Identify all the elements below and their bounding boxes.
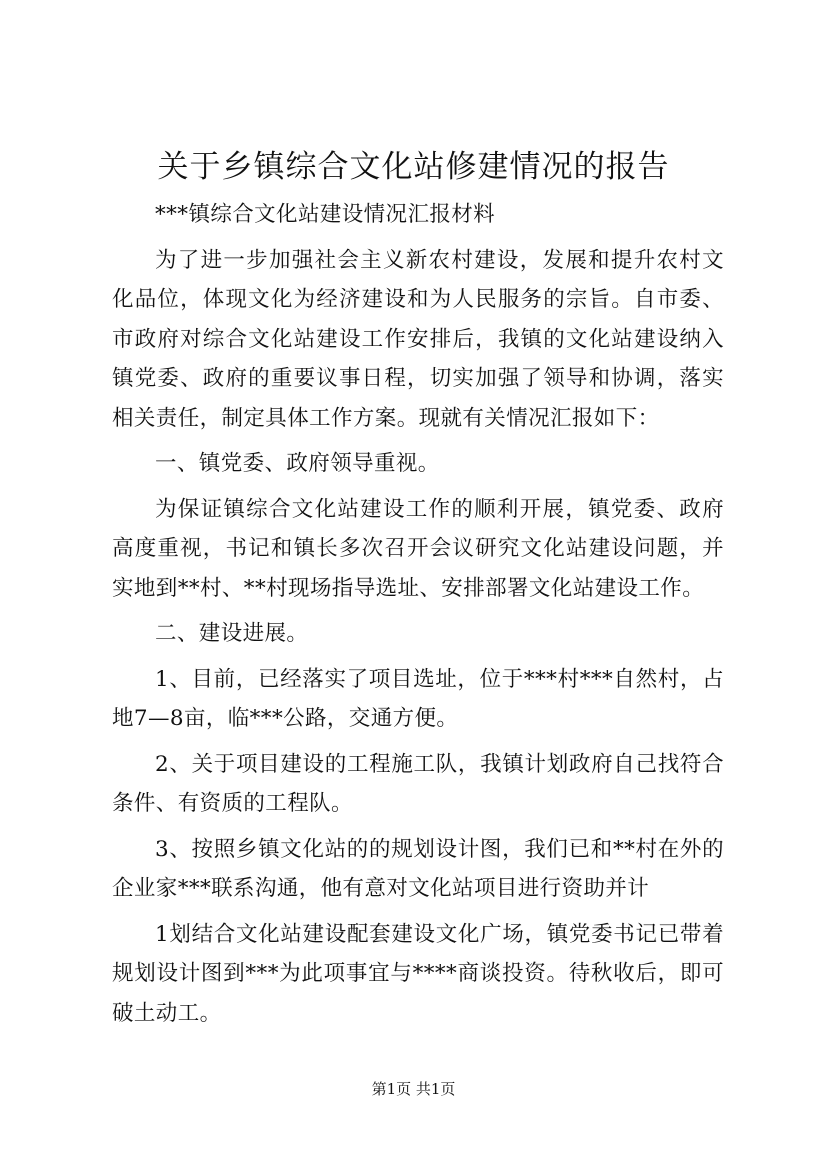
section-heading-1: 一、镇党委、政府领导重视。 xyxy=(155,451,440,476)
subtitle-paragraph: ***镇综合文化站建设情况汇报材料 xyxy=(155,202,496,227)
document-title: 关于乡镇综合文化站修建情况的报告 xyxy=(157,149,670,185)
section-1-paragraph: 为保证镇综合文化站建设工作的顺利开展，镇党委、政府高度重视，书记和镇长多次召开会议研究文化站建设问题，并实地到**村、**村现场指导选址、安排部署文化站建设工作。 xyxy=(112,496,724,601)
progress-item-3: 3、按照乡镇文化站的的规划设计图，我们已和**村在外的企业家***联系沟通，他有意对文化站项目进行资助并计 xyxy=(112,836,724,901)
progress-item-2: 2、关于项目建设的工程施工队，我镇计划政府自己找符合条件、有资质的工程队。 xyxy=(112,751,724,816)
document-body xyxy=(112,195,724,1033)
section-heading-2: 二、建设进展。 xyxy=(155,621,309,646)
intro-paragraph: 为了进一步加强社会主义新农村建设，发展和提升农村文化品位，体现文化为经济建设和为人民服务的宗旨。自市委、市政府对综合文化站建设工作安排后，我镇的文化站建设纳入镇党委、政府的重要议事日程，切实加强了领导和协调，落实相关责任，制定具体工作方案。现就有关情况汇报如下： xyxy=(112,247,724,431)
page-footer: 第1页 共1页 xyxy=(371,1080,456,1098)
progress-item-3-continued: 1划结合文化站建设配套建设文化广场，镇党委书记已带着规划设计图到***为此项事宜与****商谈投资。待秋收后，即可破土动工。 xyxy=(112,921,724,1026)
progress-item-1: 1、目前，已经落实了项目选址，位于***村***自然村，占地7—8亩，临***公路，交通方便。 xyxy=(112,666,724,731)
